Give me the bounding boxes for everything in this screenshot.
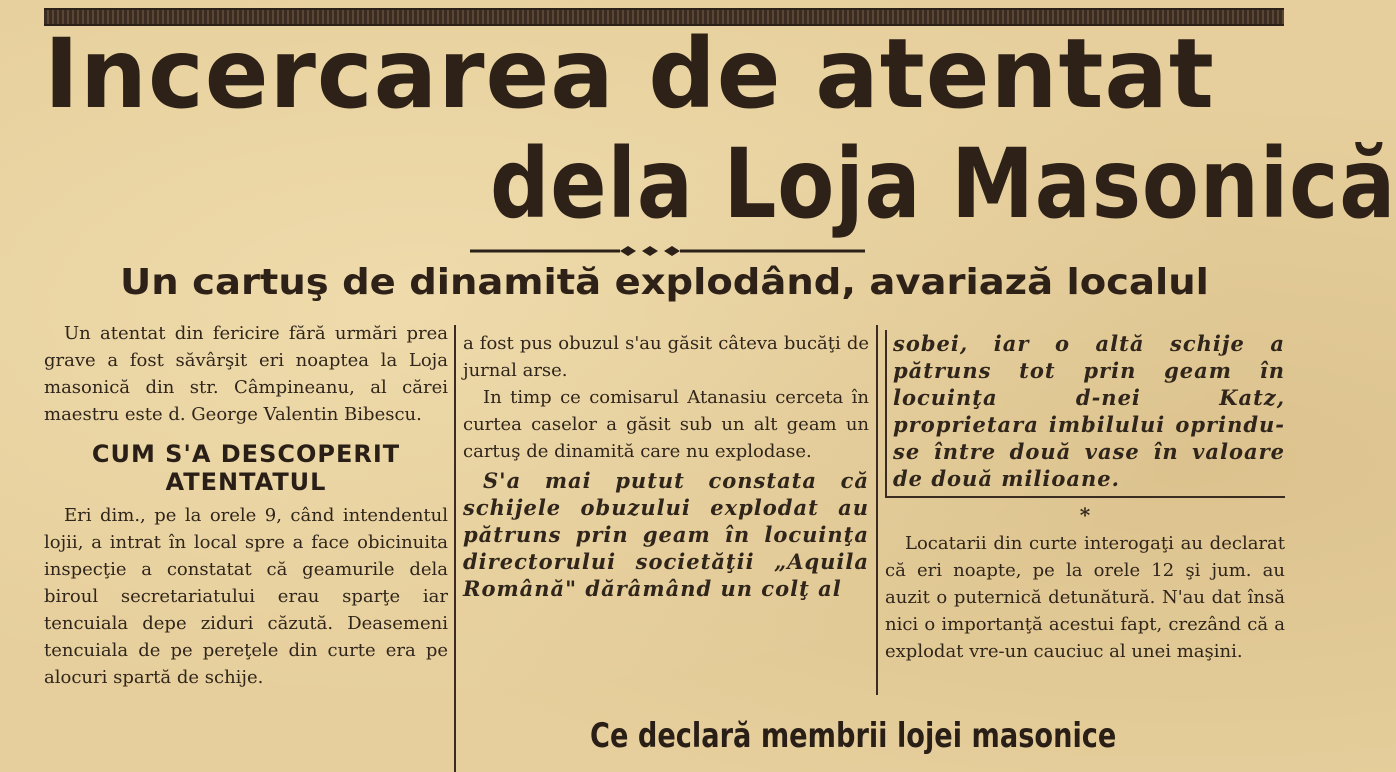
section-title-line-1: CUM S'A DESCOPERIT — [91, 440, 401, 468]
column-3-emphasis: sobei, iar o altă schije a pătruns tot prin geam în locuinţa d-nei Katz, proprietara imbilului oprindu-se între două vase în valoare de două milioane. — [893, 331, 1285, 491]
article-column-2 — [463, 330, 869, 602]
section-title-line-2: ATENTATUL — [165, 468, 327, 496]
subheadline: Un cartuş de dinamită explodând, avariază localul — [120, 262, 1209, 303]
column-3-paragraph: Locatarii din curte interogaţi au declarat că eri noapte, pe la orele 12 şi jum. au auzit o puternică detunătură. N'au dat însă nici o importanţă acestui fapt, crezând că a explodat vre-un cauciuc al unei maşini. — [885, 533, 1285, 662]
ornamental-divider — [470, 244, 865, 258]
column-2-paragraph-2: In timp ce comisarul Atanasiu cerceta în curtea caselor a găsit sub un alt geam un cartuş de dinamită care nu explodase. — [463, 387, 869, 462]
article-column-1 — [44, 320, 448, 691]
headline-line-2: dela Loja Masonică — [490, 128, 1396, 240]
column-rule-2 — [876, 325, 878, 695]
column-2-emphasis: S'a mai putut constata că schijele obuzului explodat au pătruns prin geam în locuinţa directorului societăţii „Aquila Română" dărâmând un colţ al — [463, 468, 869, 601]
section-body: Eri dim., pe la orele 9, când intendentul lojii, a intrat în local spre a face obicinuita inspecţie a constatat că geamurile dela biroul secretariatului erau sparţe iar tencuiala depe ziduri căzută. Deasemeni tencuiala de pe pereţele din curte era pe alocuri spartă de schije. — [44, 505, 448, 688]
headline-line-1: Incercarea de atentat — [44, 18, 1215, 130]
article-intro: Un atentat din fericire fără urmări prea grave a fost săvârşit eri noaptea la Loja masonică din str. Câmpineanu, al cărei maestru este d. George Valentin Bibescu. — [44, 323, 448, 425]
article-column-3 — [885, 330, 1285, 665]
next-article-headline: Ce declară membrii lojei masonice — [590, 716, 1117, 756]
section-title — [44, 440, 448, 496]
column-rule-1 — [454, 325, 456, 772]
emphasis-box — [885, 330, 1285, 498]
separator-asterisk: * — [1079, 503, 1091, 527]
column-2-paragraph-1: a fost pus obuzul s'au găsit câteva bucăţi de jurnal arse. — [463, 333, 869, 381]
